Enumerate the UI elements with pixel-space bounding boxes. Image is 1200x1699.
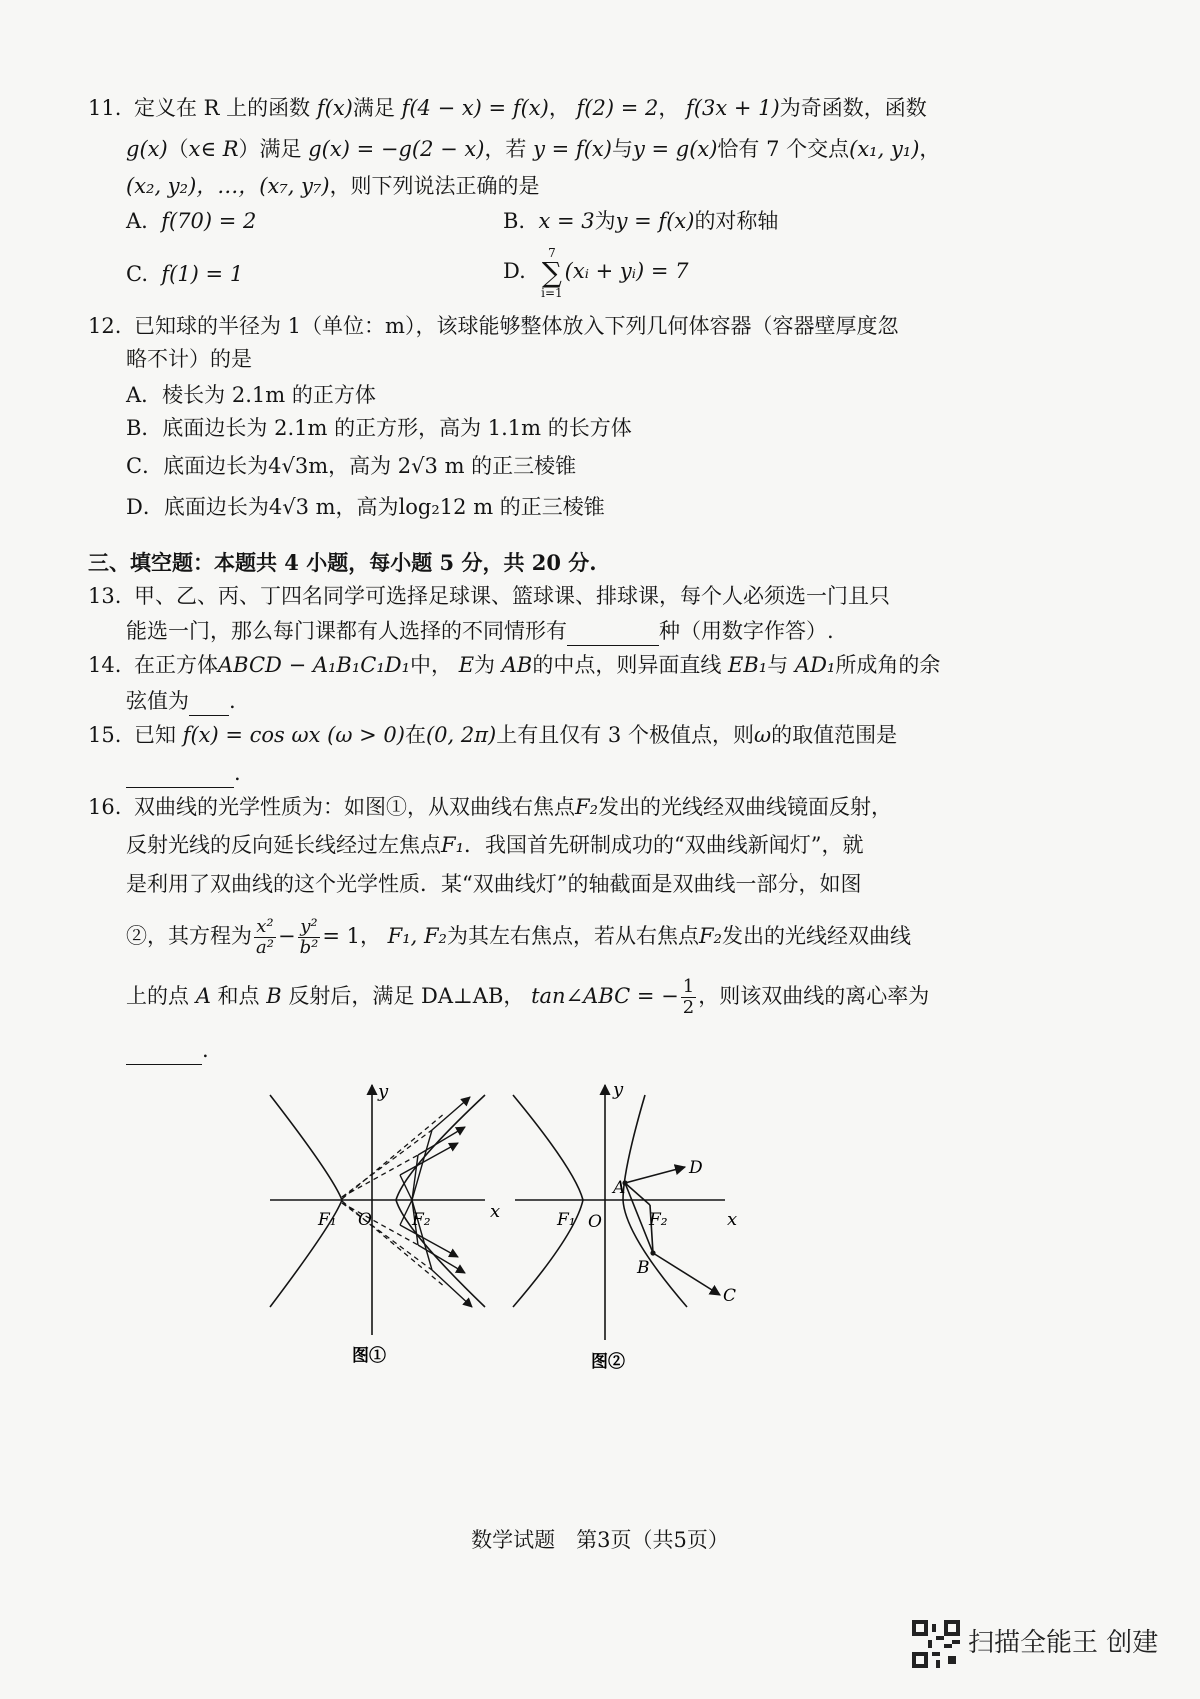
q16-line3: 是利用了双曲线的这个光学性质．某“双曲线灯”的轴截面是双曲线一部分，如图 [126,872,862,896]
fig2-y-label: y [613,1079,624,1100]
q12-option-a: A．棱长为 2.1m 的正方体 [126,383,376,407]
q14-point-e: E [458,653,475,677]
option-label: D. [503,259,526,283]
q11-points: (x₂, y₂)，…，(x₇, y₇) [126,174,330,198]
q13-text: 种（用数字作答）. [659,619,834,643]
q16-text: ②，其方程为 [126,924,252,948]
q11-fx: f(x) [316,96,353,120]
q16-point-b: B [266,984,282,1008]
q16-text: ，则该双曲线的离心率为 [698,984,930,1008]
q14-ad1: AD₁ [794,653,836,677]
fig2-point-c-label: C [723,1286,737,1306]
q11-point: (x₁, y₁) [849,137,920,161]
q16-text: 和点 [217,984,260,1008]
q16-line5 [126,966,929,1026]
q12-text: 已知球的半径为 1（单位：m），该球能够整体放入下列几何体容器（容器壁厚度忽 [134,314,899,338]
q14-number: 14. [88,653,122,677]
fig2-origin-label: O [588,1212,602,1232]
option-label: C. [126,262,148,286]
q12-option-b: B．底面边长为 2.1m 的正方形，高为 1.1m 的长方体 [126,416,632,440]
fraction-one-half [681,977,696,1018]
option-text: y = f(x) [615,209,695,233]
q11-text: ，若 [484,137,527,161]
q16-text: ， [359,924,381,948]
q14-ab: AB [501,653,533,677]
q12-option-d [126,492,605,522]
fig2-point-d-label: D [689,1158,703,1178]
q11-option-c [126,259,243,289]
figure-1 [260,1075,520,1375]
fig1-y-label: y [378,1081,389,1102]
q16-f2: F₂ [575,795,598,819]
fraction-numerator: 1 [682,976,695,997]
q14-text: 弦值为 [126,689,189,713]
q11-gx: g(x) [126,137,168,161]
option-math: 2√3 [397,454,438,478]
q16-line4 [126,906,911,966]
q14-cube: ABCD − A₁B₁C₁D₁ [218,653,411,677]
fig1-x-label: x [490,1201,501,1222]
q14-text: 为 [474,653,496,677]
q11-y2: y = g(x) [632,137,718,161]
q11-option-a [126,206,256,236]
option-text: m 的正三棱锥 [473,495,605,519]
q14-text: 与 [767,653,789,677]
q15-text: . [234,761,241,785]
fraction-x2-a2 [254,917,276,958]
q15-text: 的取值范围是 [771,723,898,747]
fraction-denominator: 2 [682,997,695,1018]
q13-text: 甲、乙、丙、丁四名同学可选择足球课、篮球课、排球课，每个人必须选一门且只 [134,584,890,608]
q15-fx: f(x) = cos ωx [182,723,321,747]
fig1-f2-label: F₂ [412,1210,431,1230]
option-text: f(1) = 1 [161,262,244,286]
q14-eb1: EB₁ [728,653,768,677]
q11-text: ， [658,96,680,120]
hyperbola-left-branch [513,1095,583,1307]
option-math: 4√3 [268,454,309,478]
q11-text: 恰有 7 个交点 [717,137,850,161]
q16-line6 [126,1035,209,1065]
option-text: m，高为 [315,495,399,519]
fig2-point-b-label: B [637,1258,650,1278]
q16-point-a: A [195,984,211,1008]
q12-line2: 略不计）的是 [126,347,252,371]
q13-text: 能选一门，那么每门课都有人选择的不同情形有 [126,619,567,643]
q11-number: 11. [88,96,122,120]
section-heading: 三、填空题：本题共 4 小题，每小题 5 分，共 20 分. [88,550,597,575]
q11-f3x: f(3x + 1) [686,96,780,120]
q16-text: . [202,1038,209,1062]
figure-2 [505,1075,765,1375]
q11-line1 [88,93,927,123]
q16-tan: tan∠ABC = − [531,984,679,1008]
q14-line1 [88,650,940,680]
answer-blank[interactable] [189,695,229,716]
q11-g-eq: g(x) = −g(2 − x) [308,137,485,161]
q12-option-c [126,451,576,481]
q11-text: ， [919,137,941,161]
fraction-denominator: a² [256,937,274,958]
q14-text: 在正方体 [134,653,218,677]
fig1-f1-label: F₁ [318,1210,337,1230]
q11-text: 定义在 R 上的函数 [134,96,311,120]
option-text: 为 [594,209,616,233]
q16-text: 发出的光线经双曲线镜面反射， [598,795,892,819]
q14-text: 所成角的余 [835,653,941,677]
q14-text: . [229,689,236,713]
q16-text: 为其左右焦点，若从右焦点 [446,924,699,948]
q11-line3 [126,171,540,201]
fig2-caption: 图② [591,1352,625,1372]
fig2-f1-label: F₁ [557,1210,576,1230]
q11-domain: x∈ R [188,137,239,161]
q16-text: 发出的光线经双曲线 [721,924,911,948]
answer-blank[interactable] [126,1044,202,1065]
q11-line2 [126,134,940,164]
q16-text: ．我国首先研制成功的“双曲线新闻灯”，就 [464,833,864,857]
q16-f1: F₁ [441,833,464,857]
hyperbola-right-branch [396,1095,485,1307]
q11-text: ， [548,96,570,120]
q15-condition: (ω > 0) [327,723,405,747]
q14-text: 的中点，则异面直线 [532,653,722,677]
q15-omega: ω [753,723,772,747]
sigma-symbol: 7 ∑ i=1 [541,245,563,300]
q11-option-d [503,246,688,299]
q12-number: 12. [88,314,122,338]
q14-line2 [126,686,236,716]
q16-line1 [88,792,892,822]
q11-text: ）满足 [238,137,302,161]
q13-line1 [88,581,890,611]
fig1-origin-label: O [358,1210,372,1230]
q11-text: 满足 [352,96,395,120]
q11-symmetry: f(4 − x) = f(x) [401,96,549,120]
fraction-numerator: y² [298,917,321,938]
q16-text: 上的点 [126,984,189,1008]
q11-text: 为奇函数，函数 [779,96,927,120]
q15-text: 上有且仅有 3 个极值点，则 [496,723,754,747]
answer-blank[interactable] [126,767,234,788]
option-text: C．底面边长为 [126,454,269,478]
q16-text: 双曲线的光学性质为：如图①，从双曲线右焦点 [134,795,575,819]
page-footer: 数学试题 第3页（共5页） [471,1528,729,1552]
fig2-x-label: x [727,1209,738,1230]
q16-f2: F₂ [698,924,722,948]
answer-blank[interactable] [567,625,659,646]
sigma-lower: i=1 [541,285,563,300]
q13-line2 [126,616,834,646]
q11-text: 与 [611,137,633,161]
option-text: 的对称轴 [694,209,779,233]
q15-line1 [88,720,897,750]
option-label: B. [503,209,526,233]
minus-sign: − [277,924,296,948]
option-text: (xᵢ + yᵢ) = 7 [564,259,689,283]
fraction-denominator: b² [299,937,319,958]
fig2-point-a-label: A [613,1178,626,1198]
q12-line1 [88,311,898,341]
option-text: m，高为 [308,454,392,478]
sigma-upper: 7 [548,245,556,260]
q11-y1: y = f(x) [533,137,612,161]
q16-line2 [126,830,863,860]
option-label: A. [126,209,148,233]
option-text: D．底面边长为 [126,495,269,519]
fig2-f2-label: F₂ [649,1210,668,1230]
equation-rhs: = 1 [322,924,360,948]
option-math: log₂12 [398,495,467,519]
q11-text: （ [167,137,189,161]
option-text: x = 3 [538,209,595,233]
hyperbola-left-branch [270,1095,342,1307]
option-text: f(70) = 2 [161,209,257,233]
q16-number: 16. [88,795,122,819]
scanner-watermark: 扫描全能王 创建 [968,1628,1159,1658]
q14-text: 中， [410,653,453,677]
option-math: 4√3 [268,495,309,519]
q13-number: 13. [88,584,122,608]
fraction-y2-b2 [298,917,321,958]
fig1-caption: 图① [352,1346,386,1366]
qr-code-icon [912,1620,960,1668]
q15-interval: (0, 2π) [425,723,497,747]
q16-foci: F₁, F₂ [387,924,447,948]
q11-option-b [503,206,778,236]
q15-text: 已知 [134,723,176,747]
option-text: m 的正三棱锥 [444,454,577,478]
q15-text: 在 [404,723,426,747]
q11-text: ，则下列说法正确的是 [329,174,540,198]
q16-text: 反射光线的反向延长线经过左焦点 [126,833,441,857]
q16-text: 反射后，满足 DA⊥AB， [288,984,525,1008]
fraction-numerator: x² [254,917,276,938]
q15-line2 [126,758,241,788]
q15-number: 15. [88,723,122,747]
q11-f2: f(2) = 2 [576,96,659,120]
